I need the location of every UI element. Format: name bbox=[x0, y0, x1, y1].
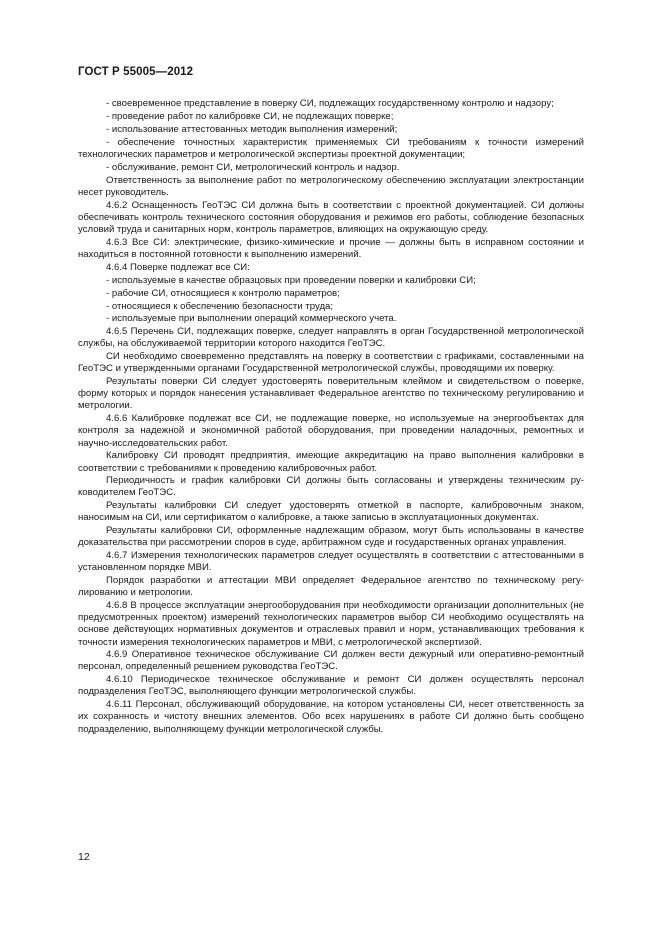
paragraph: СИ необходимо своевременно представлять на поверку в соответствии с графиками, составленными на ГеоТЭС и утвержденными органами Государственной метрологической службы, проводящими их поверку. bbox=[78, 351, 584, 375]
paragraph: Результаты поверки СИ следует удостоверять поверительным клеймом и свидетельством о поверке, форму которых и порядок нанесения устанавливает Федеральное агентство по техническому регулированию и метрологии. bbox=[78, 376, 584, 412]
paragraph: Результаты калибровки СИ, оформленные надлежащим образом, могут быть использованы в качестве доказательства при рассмотрении споров в суде, арбитражном суде и государственных органах управления. bbox=[78, 525, 584, 549]
paragraph: 4.6.3 Все СИ: электрические, физико-химические и прочие — должны быть в исправном состоянии и находиться в постоянной готовности к выполнению измерений. bbox=[78, 236, 584, 260]
paragraph: 4.6.4 Поверке подлежат все СИ: bbox=[106, 261, 250, 273]
paragraph: - использование аттестованных методик выполнения измерений; bbox=[106, 123, 398, 135]
paragraph: - рабочие СИ, относящиеся к контролю параметров; bbox=[106, 287, 340, 299]
paragraph: Порядок разработки и аттестации МВИ определяет Федеральное агентство по техническому регулированию и метрологии. bbox=[78, 575, 584, 599]
paragraph: 4.6.11 Персонал, обслуживающий оборудование, на котором установлены СИ, несет ответственность за их сохранность и чистоту внешних элементов. Обо всех нарушениях в работе СИ должно быть сообщено подразделению, выполняющему функции метрологической службы. bbox=[78, 699, 584, 735]
paragraph: - своевременное представление в поверку СИ, подлежащих государственному контролю и надзору; bbox=[106, 98, 554, 109]
paragraph: Результаты калибровки СИ следует удостоверять отметкой в паспорте, калибровочным знаком, наносимым на СИ, или сертификатом о калибровке, а также записью в эксплуатационных документах. bbox=[78, 500, 584, 524]
paragraph: - обслуживание, ремонт СИ, метрологический контроль и надзор. bbox=[106, 161, 400, 173]
document-header: ГОСТ Р 55005—2012 bbox=[78, 66, 194, 78]
paragraph: Калибровку СИ проводят предприятия, имеющие аккредитацию на право выполнения калибровки в соответствии с требованиями к проведению калибровочных работ. bbox=[78, 450, 584, 474]
paragraph: 4.6.7 Измерения технологических параметров следует осуществлять в соответствии с аттестованными в установленном порядке МВИ. bbox=[78, 550, 584, 574]
paragraph: Периодичность и график калибровки СИ должны быть согласованы и утверждены техническим руководителем ГеоТЭС. bbox=[78, 475, 584, 499]
document-body bbox=[78, 98, 584, 736]
paragraph: 4.6.9 Оперативное техническое обслуживание СИ должен вести дежурный или оперативно-ремонтный персонал, определенный решением руководства ГеоТЭС. bbox=[78, 649, 584, 673]
paragraph: 4.6.5 Перечень СИ, подлежащих поверке, следует направлять в орган Государственной метрологической службы, на обслуживаемой территории которого находится ГеоТЭС. bbox=[78, 326, 584, 350]
paragraph: 4.6.10 Периодическое техническое обслуживание и ремонт СИ должен осуществлять персонал подразделения ГеоТЭС, выполняющего функции метрологической службы. bbox=[78, 674, 584, 698]
paragraph: - используемые в качестве образцовых при проведении поверки и калибровки СИ; bbox=[106, 274, 476, 286]
paragraph: 4.6.6 Калибровке подлежат все СИ, не подлежащие поверке, но используемые на энергообъектах для контроля за надежной и экономичной работой оборудования, при проведении наладочных, ремонтных и научно-исследовательских работ. bbox=[78, 413, 584, 449]
paragraph: - проведение работ по калибровке СИ, не подлежащих поверке; bbox=[106, 110, 394, 122]
paragraph: Ответственность за выполнение работ по метрологическому обеспечению эксплуатации электростанции несет руководитель. bbox=[78, 174, 584, 198]
paragraph: 4.6.8 В процессе эксплуатации энергооборудования при необходимости организации дополнительных (не предусмотренных проектом) измерений технологических параметров выбор СИ необходимо осуществлять на основе действующих нормативных документов и отраслевых правил и норм, устанавливающих требования к точности измерения технологических параметров и МВИ, с метрологической экспертизой. bbox=[78, 600, 584, 648]
page-number: 12 bbox=[78, 851, 90, 863]
paragraph: - обеспечение точностных характеристик применяемых СИ требованиям к точности измерений технологических параметров и метрологической экспертизы проектной документации; bbox=[78, 136, 584, 160]
paragraph: - используемые при выполнении операций коммерческого учета. bbox=[106, 313, 397, 325]
paragraph: 4.6.2 Оснащенность ГеоТЭС СИ должна быть в соответствии с проектной документацией. СИ должны обеспечивать контроль технического состояния оборудования и режимов его работы, соблюдение безопасных условий труда и санитарных норм, контроль параметров, влияющих на окружающую среду. bbox=[78, 199, 584, 235]
paragraph: - относящиеся к обеспечению безопасности труда; bbox=[106, 300, 334, 312]
